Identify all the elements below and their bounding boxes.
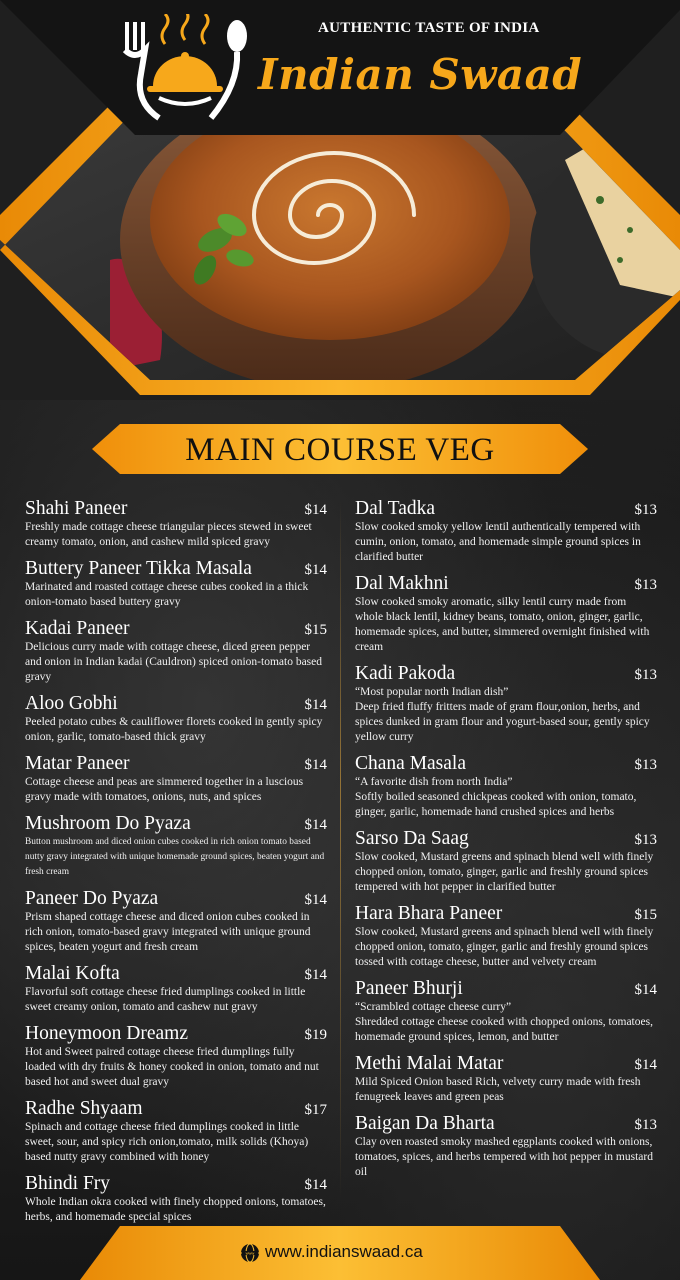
column-divider [340,500,341,1200]
item-price: $14 [304,892,327,908]
item-name: Kadai Paneer [25,618,130,639]
item-price: $13 [634,577,657,593]
item-description: Slow cooked smoky yellow lentil authentically tempered with cumin, onion, tomato, and homemade simple ground spices in clarified butter [355,521,641,563]
item-price: $14 [634,982,657,998]
menu-item [25,1023,327,1090]
item-description: Clay oven roasted smoky mashed eggplants cooked with onions, tomatoes, spices, and herbs tempered with hot pepper in mustard oil [355,1136,653,1178]
item-name: Kadi Pakoda [355,663,456,684]
menu-item [25,693,327,745]
menu-item [25,813,327,880]
cloche-fork-spoon-icon [115,14,255,124]
item-name: Chana Masala [355,753,467,774]
item-description: Freshly made cottage cheese triangular pieces stewed in sweet creamy tomato, onion, and cashew mild spiced gravy [25,521,312,548]
item-price: $15 [634,907,657,923]
menu-item [25,753,327,805]
item-description: Deep fried fluffy fritters made of gram flour,onion, herbs, and spices dunked in gram flour and yogurt-based sour, gently spicy yellow curry [355,701,650,743]
menu-item [25,1173,327,1225]
item-price: $14 [304,817,327,833]
item-name: Matar Paneer [25,753,130,774]
item-tagline: “A favorite dish from north India” [355,776,513,788]
item-name: Baigan Da Bharta [355,1113,495,1134]
item-description: Marinated and roasted cottage cheese cubes cooked in a thick onion-tomato based buttery gravy [25,581,309,608]
item-price: $14 [304,697,327,713]
item-description: Slow cooked, Mustard greens and spinach blend well with finely chopped onion, tomato, ginger, garlic and freshly ground spices tossed with cottage cheese, butter and velvety cream [355,926,654,968]
item-description: Shredded cottage cheese cooked with chopped onions, tomatoes, homemade ground spices, lemon, and butter [355,1016,653,1043]
menu-item [355,1053,657,1105]
item-description: Softly boiled seasoned chickpeas cooked with onion, tomato, ginger, garlic, homemade hand crushed spices and herbs [355,791,637,818]
item-description: Slow cooked smoky aromatic, silky lentil curry made from whole black lentil, kidney beans, tomato, onion, ginger, garlic, homemade spices, and butter, simmered overnight finished with cream [355,596,650,653]
item-description: Cottage cheese and peas are simmered together in a luscious gravy made with tomatoes, onions, nuts, and spices [25,776,304,803]
item-price: $13 [634,1117,657,1133]
menu-item [355,663,657,745]
menu-item [25,888,327,955]
item-name: Malai Kofta [25,963,120,984]
item-name: Dal Tadka [355,498,436,519]
item-price: $14 [304,1177,327,1193]
item-name: Sarso Da Saag [355,828,469,849]
item-description: Peeled potato cubes & cauliflower florets cooked in gently spicy onion, garlic, tomato-based thick gravy [25,716,323,743]
item-name: Paneer Bhurji [355,978,463,999]
brand-name: Indian Swaad [258,50,583,99]
item-name: Aloo Gobhi [25,693,118,714]
menu-item [25,498,327,550]
menu-item [355,828,657,895]
item-price: $17 [304,1102,327,1118]
item-name: Honeymoon Dreamz [25,1023,188,1044]
section-title: MAIN COURSE VEG [185,432,495,468]
item-name: Paneer Do Pyaza [25,888,159,909]
menu-item [25,558,327,610]
item-description: Spinach and cottage cheese fried dumplings cooked in little sweet, sour, and spicy rich onion,tomato, milk solids (Khoya) based nutty gravy combined with honey [25,1121,309,1163]
menu-item [25,1098,327,1165]
item-description: Mild Spiced Onion based Rich, velvety curry made with fresh fenugreek leaves and green peas [355,1076,641,1103]
item-price: $14 [304,502,327,518]
item-price: $13 [634,832,657,848]
menu-item [25,618,327,685]
item-description: Prism shaped cottage cheese and diced onion cubes cooked in rich onion, tomato-based gravy integrated with unique ground spices, beaten yogurt and fresh cream [25,911,311,953]
item-name: Bhindi Fry [25,1173,111,1194]
item-price: $14 [304,757,327,773]
item-price: $14 [304,562,327,578]
item-description: Delicious curry made with cottage cheese, diced green pepper and onion in Indian kadai (Cauldron) spiced onion-tomato based gravy [25,641,323,683]
item-price: $14 [634,1057,657,1073]
item-description: Button mushroom and diced onion cubes cooked in rich onion tomato based nutty gravy integrated with unique homemade ground spices, beaten yogurt and fresh cream [25,837,325,877]
item-name: Methi Malai Matar [355,1053,504,1074]
item-tagline: “Most popular north Indian dish” [355,686,509,698]
item-price: $19 [304,1027,327,1043]
item-name: Buttery Paneer Tikka Masala [25,558,252,579]
item-name: Shahi Paneer [25,498,128,519]
website-link[interactable]: www.indianswaad.ca [265,1242,423,1261]
brand-tagline: AUTHENTIC TASTE OF INDIA [318,20,540,36]
item-name: Radhe Shyaam [25,1098,143,1119]
item-name: Hara Bhara Paneer [355,903,503,924]
item-description: Whole Indian okra cooked with finely chopped onions, tomatoes, herbs, and homemade special spices [25,1196,326,1223]
item-price: $15 [304,622,327,638]
item-description: Flavorful soft cottage cheese fried dumplings cooked in little sweet creamy onion, tomato and cashew nut gravy [25,986,306,1013]
item-price: $13 [634,502,657,518]
item-price: $14 [304,967,327,983]
menu-item [355,903,657,970]
menu-item [355,1113,657,1180]
menu-item [355,498,657,565]
svg-text:www: www [245,1250,255,1256]
menu-item [355,753,657,820]
menu-column-right [355,498,657,1188]
menu-item [355,978,657,1045]
item-price: $13 [634,757,657,773]
item-price: $13 [634,667,657,683]
globe-www-icon [240,1243,260,1263]
item-description: Hot and Sweet paired cottage cheese fried dumplings fully loaded with dry fruits & honey cooked in onion, tomato and nut based hot and sweet dual gravy [25,1046,319,1088]
item-description: Slow cooked, Mustard greens and spinach blend well with finely chopped onion, tomato, ginger, garlic and freshly ground spices tempered with hot pepper in clarified butter [355,851,654,893]
item-name: Mushroom Do Pyaza [25,813,191,834]
menu-column-left [25,498,327,1233]
menu-item [355,573,657,655]
menu-item [25,963,327,1015]
item-name: Dal Makhni [355,573,449,594]
item-tagline: “Scrambled cottage cheese curry” [355,1001,512,1013]
